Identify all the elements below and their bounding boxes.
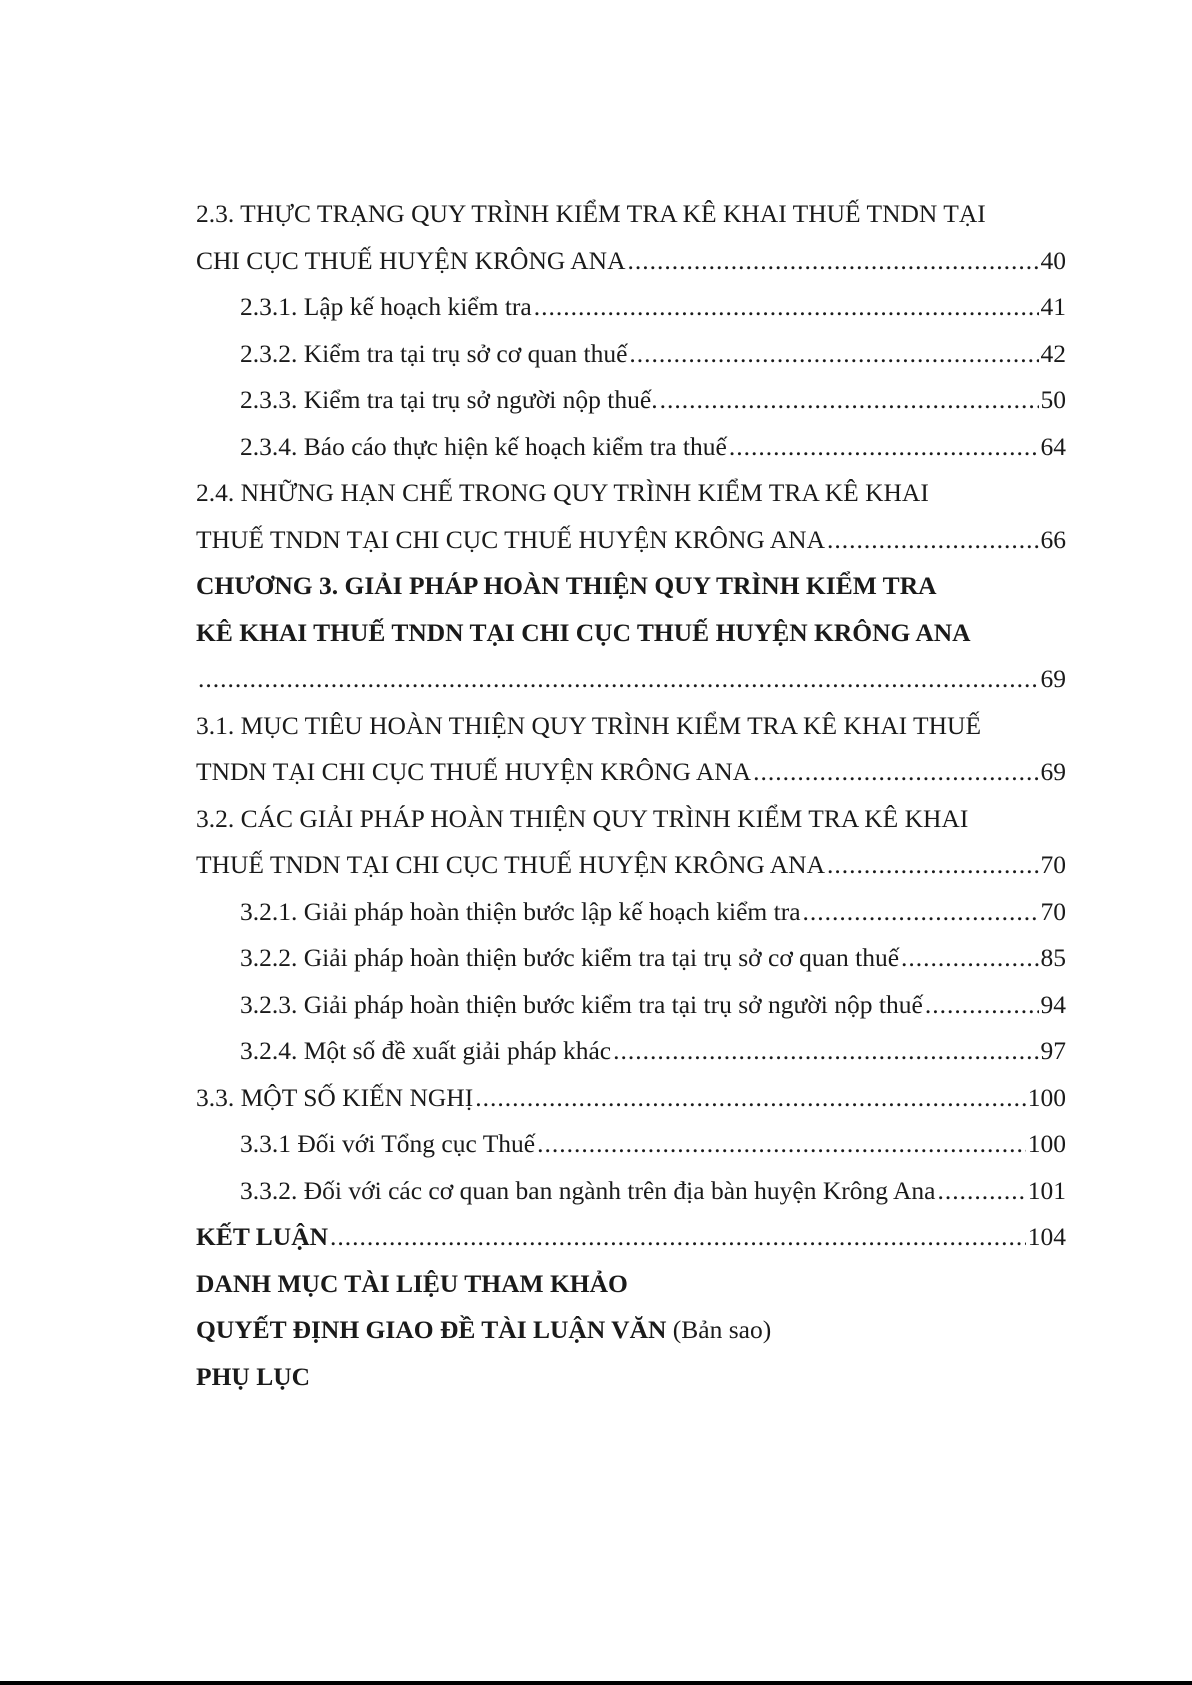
dot-leader [753,749,1038,796]
toc-entry [196,889,1066,936]
toc-entry [196,191,1066,238]
toc-entry-title: 3.1. MỤC TIÊU HOÀN THIỆN QUY TRÌNH KIỂM TRA KÊ KHAI THUẾ [196,710,982,740]
toc-entry [196,424,1066,471]
toc-entry [196,656,1066,703]
toc-entry-page: 50 [1040,385,1066,414]
toc-entry [196,935,1066,982]
toc-entry-title: 2.3.4. Báo cáo thực hiện kế hoạch kiểm tra thuế [240,431,727,461]
dot-leader [198,656,1039,703]
dot-leader [827,517,1039,564]
toc-entry [196,377,1066,424]
toc-entry [196,610,1066,657]
toc-entry-page: 94 [1040,989,1066,1019]
toc-entry [196,517,1066,564]
dot-leader [534,284,1039,331]
toc-entry-suffix: (Bản sao) [666,1315,772,1344]
toc-entry-title: 2.3.1. Lập kế hoạch kiểm tra [240,292,532,321]
dot-leader [803,889,1039,936]
dot-leader [901,935,1038,982]
toc-entry-page: 85 [1040,943,1066,972]
toc-entry [196,1075,1066,1122]
toc-entry-title: CHI CỤC THUẾ HUYỆN KRÔNG ANA [196,245,626,275]
dot-leader [925,982,1039,1029]
toc-entry-title: CHƯƠNG 3. GIẢI PHÁP HOÀN THIỆN QUY TRÌNH KIỂM TRA [196,571,937,600]
dot-leader [613,1028,1038,1075]
toc-entry-title: KẾT LUẬN [196,1222,329,1251]
toc-entry-title: 3.3.2. Đối với các cơ quan ban ngành trên địa bàn huyện Krông Ana [240,1175,936,1205]
toc-entry-page: 100 [1027,1082,1066,1112]
toc-entry [196,284,1066,331]
toc-entry-page: 97 [1040,1036,1066,1065]
toc-entry [196,1121,1066,1168]
toc-entry-page: 100 [1027,1129,1066,1158]
toc-entry [196,703,1066,750]
toc-entry [196,331,1066,378]
toc-entry-title: 2.3.2. Kiểm tra tại trụ sở cơ quan thuế [240,338,628,368]
toc-entry [196,1307,1066,1354]
toc-entry-title: 3.3. MỘT SỐ KIẾN NGHỊ [196,1082,474,1112]
dot-leader [537,1121,1026,1168]
toc-entry-page: 66 [1040,524,1066,554]
toc-entry [196,1354,1066,1401]
toc-entry-title: 3.2.4. Một số đề xuất giải pháp khác [240,1036,612,1065]
toc-entry-title: THUẾ TNDN TẠI CHI CỤC THUẾ HUYỆN KRÔNG ANA [196,524,825,554]
dot-leader [628,238,1039,285]
toc-entry [196,563,1066,610]
toc-entry [196,1168,1066,1215]
toc-entry-title: THUẾ TNDN TẠI CHI CỤC THUẾ HUYỆN KRÔNG ANA [196,850,825,879]
toc-entry-page: 70 [1040,850,1066,879]
toc-entry-title: 3.2. CÁC GIẢI PHÁP HOÀN THIỆN QUY TRÌNH KIỂM TRA KÊ KHAI [196,803,969,833]
bottom-border [0,1681,1192,1685]
toc-entry-title: 3.2.1. Giải pháp hoàn thiện bước lập kế hoạch kiểm tra [240,896,801,926]
dot-leader [827,842,1039,889]
toc-entry [196,842,1066,889]
toc-entry-title: PHỤ LỤC [196,1361,311,1391]
dot-leader [660,377,1039,424]
dot-leader [330,1214,1026,1261]
toc-entry-title: QUYẾT ĐỊNH GIAO ĐỀ TÀI LUẬN VĂN [196,1315,667,1344]
toc-entry-page: 70 [1040,896,1066,926]
toc-entry-title: 3.2.2. Giải pháp hoàn thiện bước kiểm tra tại trụ sở cơ quan thuế [240,943,900,972]
toc-entry-page: 40 [1040,245,1066,275]
dot-leader [629,331,1038,378]
toc-entry [196,796,1066,843]
toc-entry [196,982,1066,1029]
toc-entry [196,238,1066,285]
dot-leader [937,1168,1025,1215]
toc-entry [196,1214,1066,1261]
toc-entry-title: 2.4. NHỮNG HẠN CHẾ TRONG QUY TRÌNH KIỂM TRA KÊ KHAI [196,478,929,507]
toc-entry-page: 104 [1027,1222,1066,1251]
dot-leader [475,1075,1026,1122]
toc-entry-title: KÊ KHAI THUẾ TNDN TẠI CHI CỤC THUẾ HUYỆN KRÔNG ANA [196,617,971,647]
toc-entry-page: 42 [1040,338,1066,368]
toc-entry-page: 41 [1040,292,1066,321]
toc-entry [196,1261,1066,1308]
toc-entry [196,470,1066,517]
toc-entry-page: 64 [1040,431,1066,461]
toc-entry-title: TNDN TẠI CHI CỤC THUẾ HUYỆN KRÔNG ANA [196,757,752,786]
table-of-contents [196,191,1066,1400]
toc-entry-page: 69 [1040,664,1066,693]
toc-entry [196,1028,1066,1075]
toc-entry-title: 3.3.1 Đối với Tổng cục Thuế [240,1129,536,1158]
toc-entry-page: 101 [1027,1175,1066,1205]
dot-leader [729,424,1039,471]
toc-entry-title: 2.3. THỰC TRẠNG QUY TRÌNH KIỂM TRA KÊ KHAI THUẾ TNDN TẠI [196,199,986,228]
toc-entry-page: 69 [1040,757,1066,786]
toc-entry-title: 3.2.3. Giải pháp hoàn thiện bước kiểm tra tại trụ sở người nộp thuế [240,989,923,1019]
toc-entry-title: 2.3.3. Kiểm tra tại trụ sở người nộp thuế. [240,385,658,414]
toc-entry-title: DANH MỤC TÀI LIỆU THAM KHẢO [196,1268,628,1298]
toc-entry [196,749,1066,796]
